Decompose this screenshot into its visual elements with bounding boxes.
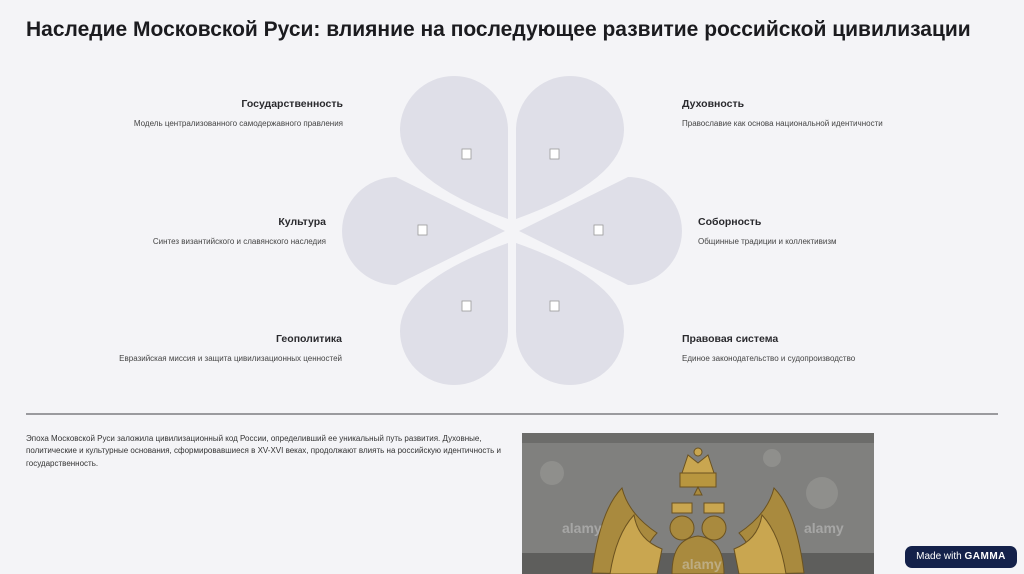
item-heading: Государственность (241, 98, 343, 110)
item-description: Евразийская миссия и защита цивилизационных ценностей (119, 354, 342, 363)
item-culture (86, 216, 326, 247)
made-with-gamma-badge[interactable] (905, 546, 1017, 568)
item-heading: Духовность (682, 98, 745, 110)
watermark: alamy (562, 520, 602, 536)
item-description: Православие как основа национальной идентичности (682, 119, 883, 128)
watermark: alamy (682, 556, 722, 572)
image-placeholder-icon (462, 149, 471, 159)
badge-brand: GAMMA (964, 551, 1006, 562)
image-placeholder-icon (550, 301, 559, 311)
page-title: Наследие Московской Руси: влияние на последующее развитие российской цивилизации (26, 18, 971, 41)
item-statehood (103, 98, 343, 129)
badge-prefix: Made with (916, 551, 962, 562)
item-sobornost (698, 216, 938, 247)
coat-of-arms-photo (522, 433, 874, 574)
image-placeholder-icon (550, 149, 559, 159)
item-description: Единое законодательство и судопроизводство (682, 354, 856, 363)
item-spirituality (682, 98, 922, 129)
image-placeholder-icon (462, 301, 471, 311)
item-heading: Геополитика (276, 333, 342, 345)
item-heading: Правовая система (682, 333, 779, 345)
item-law (682, 333, 922, 364)
item-geopolitics (102, 333, 342, 364)
item-description: Модель централизованного самодержавного правления (133, 119, 343, 128)
item-heading: Культура (278, 216, 326, 228)
item-heading: Соборность (698, 216, 762, 228)
item-description: Синтез византийского и славянского наследия (152, 237, 326, 246)
summary-paragraph: Эпоха Московской Руси заложила цивилизационный код России, определивший ее уникальный путь развития. Духовные, политические и культурные основания, сформировавшиеся в XV-XVI веках, продолжают влиять на российскую идентичность и государственность. (26, 434, 501, 468)
watermark: alamy (804, 520, 844, 536)
image-placeholder-icon (594, 225, 603, 235)
section-divider (26, 413, 998, 415)
item-description: Общинные традиции и коллективизм (698, 237, 837, 246)
image-placeholder-icon (418, 225, 427, 235)
